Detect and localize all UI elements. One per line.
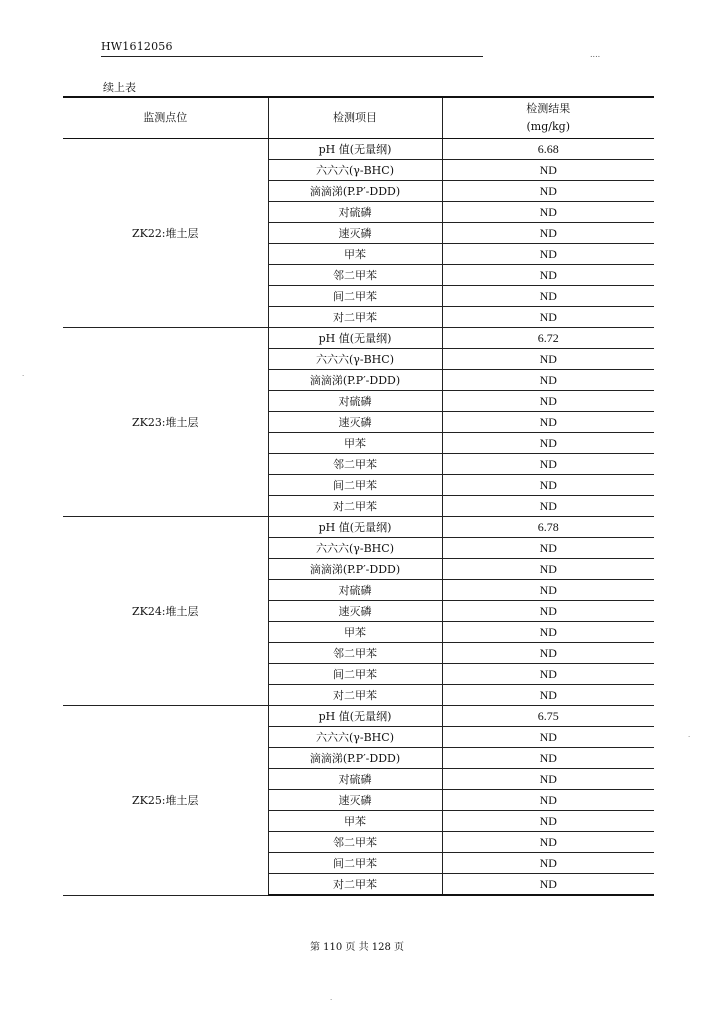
test-item-cell: 邻二甲苯	[268, 265, 442, 286]
column-header-result-unit: (mg/kg)	[526, 120, 570, 133]
test-item-cell: 对二甲苯	[268, 874, 442, 896]
result-value-cell: ND	[442, 265, 654, 286]
result-value-cell: ND	[442, 286, 654, 307]
test-item-cell: 对硫磷	[268, 580, 442, 601]
result-value-cell: ND	[442, 559, 654, 580]
result-value-cell: ND	[442, 853, 654, 874]
results-table	[63, 96, 654, 896]
scan-speck: ·	[22, 372, 25, 380]
continued-table-label: 续上表	[103, 81, 136, 94]
test-item-cell: 邻二甲苯	[268, 454, 442, 475]
test-item-cell: 甲苯	[268, 433, 442, 454]
result-value-cell: ND	[442, 160, 654, 181]
document-id: HW1612056	[101, 40, 173, 53]
result-value-cell: ND	[442, 811, 654, 832]
test-item-cell: 对二甲苯	[268, 307, 442, 328]
test-item-cell: 甲苯	[268, 244, 442, 265]
test-item-cell: 对二甲苯	[268, 685, 442, 706]
result-value-cell: ND	[442, 685, 654, 706]
table-header-row	[63, 97, 654, 139]
test-item-cell: 甲苯	[268, 622, 442, 643]
test-item-cell: pH 值(无量纲)	[268, 706, 442, 727]
test-item-cell: pH 值(无量纲)	[268, 139, 442, 160]
test-item-cell: 速灭磷	[268, 601, 442, 622]
table-body	[63, 139, 654, 896]
result-value-cell: 6.78	[442, 517, 654, 538]
result-value-cell: 6.72	[442, 328, 654, 349]
result-value-cell: ND	[442, 874, 654, 896]
result-value-cell: ND	[442, 580, 654, 601]
result-value-cell: ND	[442, 790, 654, 811]
monitoring-point-cell: ZK25:堆土层	[63, 706, 268, 896]
scan-speck: ·	[330, 996, 333, 1004]
result-value-cell: ND	[442, 454, 654, 475]
header-divider	[101, 56, 483, 57]
test-item-cell: 对硫磷	[268, 391, 442, 412]
result-value-cell: ND	[442, 307, 654, 328]
test-item-cell: 六六六(γ-BHC)	[268, 538, 442, 559]
result-value-cell: ND	[442, 664, 654, 685]
test-item-cell: 间二甲苯	[268, 475, 442, 496]
result-value-cell: ND	[442, 433, 654, 454]
result-value-cell: 6.68	[442, 139, 654, 160]
result-value-cell: 6.75	[442, 706, 654, 727]
test-item-cell: 间二甲苯	[268, 664, 442, 685]
test-item-cell: 滴滴涕(P.P′-DDD)	[268, 181, 442, 202]
test-item-cell: 六六六(γ-BHC)	[268, 160, 442, 181]
test-item-cell: 邻二甲苯	[268, 643, 442, 664]
test-item-cell: 滴滴涕(P.P′-DDD)	[268, 748, 442, 769]
column-header-result	[442, 97, 654, 139]
scan-speck: ·	[688, 733, 691, 741]
result-value-cell: ND	[442, 244, 654, 265]
result-value-cell: ND	[442, 223, 654, 244]
column-header-point: 监测点位	[63, 97, 268, 139]
test-item-cell: 对硫磷	[268, 769, 442, 790]
monitoring-point-cell: ZK24:堆土层	[63, 517, 268, 706]
monitoring-point-cell: ZK23:堆土层	[63, 328, 268, 517]
table-row	[63, 328, 654, 349]
test-item-cell: 速灭磷	[268, 412, 442, 433]
result-value-cell: ND	[442, 769, 654, 790]
table-row	[63, 706, 654, 727]
result-value-cell: ND	[442, 202, 654, 223]
test-item-cell: 间二甲苯	[268, 853, 442, 874]
header-dots: ....	[590, 50, 601, 59]
test-item-cell: 速灭磷	[268, 223, 442, 244]
column-header-result-title: 检测结果	[526, 102, 571, 115]
result-value-cell: ND	[442, 349, 654, 370]
result-value-cell: ND	[442, 181, 654, 202]
test-item-cell: 甲苯	[268, 811, 442, 832]
test-item-cell: 对硫磷	[268, 202, 442, 223]
result-value-cell: ND	[442, 538, 654, 559]
result-value-cell: ND	[442, 412, 654, 433]
test-item-cell: 滴滴涕(P.P′-DDD)	[268, 370, 442, 391]
result-value-cell: ND	[442, 391, 654, 412]
test-item-cell: 速灭磷	[268, 790, 442, 811]
test-item-cell: pH 值(无量纲)	[268, 517, 442, 538]
table-row	[63, 139, 654, 160]
result-value-cell: ND	[442, 622, 654, 643]
column-header-item: 检测项目	[268, 97, 442, 139]
page-number: 第 110 页 共 128 页	[309, 942, 405, 953]
test-item-cell: 六六六(γ-BHC)	[268, 349, 442, 370]
result-value-cell: ND	[442, 370, 654, 391]
result-value-cell: ND	[442, 643, 654, 664]
monitoring-point-cell: ZK22:堆土层	[63, 139, 268, 328]
table-row	[63, 517, 654, 538]
result-value-cell: ND	[442, 727, 654, 748]
result-value-cell: ND	[442, 601, 654, 622]
test-item-cell: 六六六(γ-BHC)	[268, 727, 442, 748]
result-value-cell: ND	[442, 496, 654, 517]
test-item-cell: 间二甲苯	[268, 286, 442, 307]
result-value-cell: ND	[442, 475, 654, 496]
test-item-cell: 滴滴涕(P.P′-DDD)	[268, 559, 442, 580]
result-value-cell: ND	[442, 748, 654, 769]
test-item-cell: 对二甲苯	[268, 496, 442, 517]
test-item-cell: 邻二甲苯	[268, 832, 442, 853]
result-value-cell: ND	[442, 832, 654, 853]
test-item-cell: pH 值(无量纲)	[268, 328, 442, 349]
